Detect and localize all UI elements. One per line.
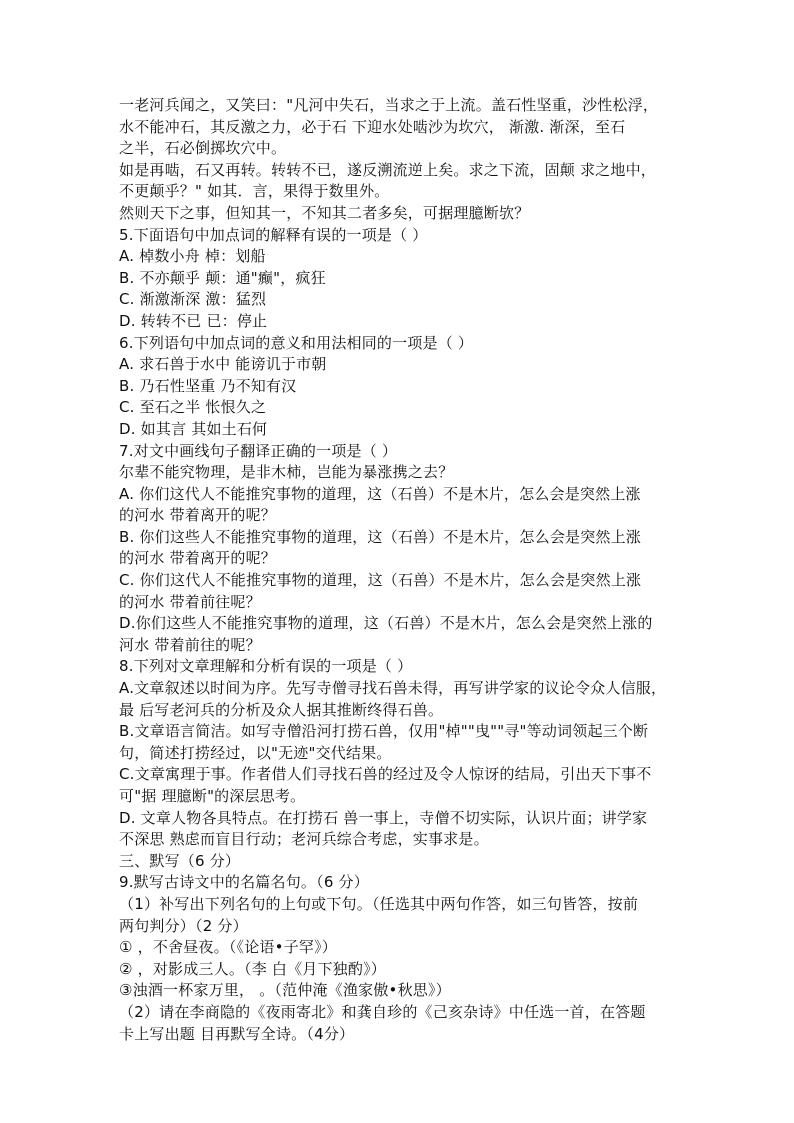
option-line: B. 乃石性坚重 乃不知有汉 [119, 376, 297, 395]
text-line: ① ，不舍昼夜。（《论语•子罕》） [119, 938, 337, 957]
option-line: D. 文章人物各具特点。在打捞石 兽一事上，寺僧不切实际，认识片面；讲学家 [119, 808, 648, 827]
text-line: 之半，石必倒掷坎穴中。 [119, 139, 287, 158]
text-line: 然则天下之事，但知其一，不知其二者多矣，可据理臆断欤？ [119, 203, 530, 222]
option-line: A.文章叙述以时间为序。先写寺僧寻找石兽未得，再写讲学家的议论令众人信服， [119, 679, 667, 698]
text-line: 卡上写出题 目再默写全诗。（4分） [119, 1024, 355, 1043]
text-line: 如是再啮，石又再转。转转不已，遂反溯流逆上矣。求之下流，固颠 求之地中， [119, 160, 656, 179]
option-line: 不深思 熟虑而盲目行动；老河兵综合考虑，实事求是。 [119, 830, 489, 849]
option-line: C. 至石之半 怅恨久之 [119, 398, 267, 417]
option-line: 河水 带着前往的呢？ [119, 635, 261, 654]
option-line: 的河水 带着前往呢？ [119, 592, 261, 611]
question-7-stem: 7.对文中画线句子翻译正确的一项是（ ） [119, 441, 398, 460]
question-9-stem: 9.默写古诗文中的名篇名句。（6 分） [119, 873, 369, 892]
option-line: 最 后写老河兵的分析及众人据其推断终得石兽。 [119, 700, 444, 719]
text-line: ② ，对影成三人。（李 白《月下独酌》） [119, 959, 386, 978]
option-line: A. 棹数小舟 棹：划船 [119, 247, 266, 266]
text-line: （1）补写出下列名句的上句或下句。（任选其中两句作答，如三句皆答，按前 [119, 894, 639, 913]
document-page [119, 95, 679, 1045]
question-5-stem: 5.下面语句中加点词的解释有误的一项是（ ） [119, 225, 428, 244]
option-line: 句，简述打捞经过，以"无迹"交代结果。 [119, 743, 392, 762]
option-line: B. 不亦颠乎 颠：通"癫"，疯狂 [119, 268, 326, 287]
option-line: 的河水 带着离开的呢？ [119, 549, 276, 568]
text-line: ③浊酒一杯家万里， 。（范仲淹《渔家傲•秋思》） [119, 981, 451, 1000]
option-line: B.文章语言简洁。如写寺僧沿河打捞石兽，仅用"棹""曳""寻"等动词领起三个断 [119, 722, 649, 741]
option-line: A. 求石兽于水中 能谤讥于市朝 [119, 355, 327, 374]
text-line: 尔辈不能究物理，是非木柿，岂能为暴涨携之去？ [119, 463, 454, 482]
question-8-stem: 8.下列对文章理解和分析有误的一项是（ ） [119, 657, 413, 676]
option-line: D. 转转不已 已：停止 [119, 311, 268, 330]
text-line: 水不能冲石，其反激之力，必于石 下迎水处啮沙为坎穴， 渐激. 渐深，至石 [119, 117, 626, 136]
option-line: A. 你们这代人不能推究事物的道理，这（石兽）不是木片，怎么会是突然上涨 [119, 484, 641, 503]
section-heading: 三、默写（6 分） [119, 851, 241, 870]
option-line: C.文章寓理于事。作者借人们寻找石兽的经过及令人惊讶的结局，引出天下事不 [119, 765, 652, 784]
text-line: 不更颠乎？" 如其．言，果得于数里外。 [119, 182, 390, 201]
option-line: D.你们这些人不能推究事物的道理，这（石兽）不是木片，怎么会是突然上涨的 [119, 614, 653, 633]
text-line: 一老河兵闻之，又笑曰："凡河中失石，当求之于上流。盖石性坚重，沙性松浮， [119, 96, 659, 114]
option-line: C. 渐激渐深 激：猛烈 [119, 290, 267, 309]
text-line: 两句判分）（2 分） [119, 916, 248, 935]
text-line: （2）请在李商隐的《夜雨寄北》和龚自珍的《己亥杂诗》中任选一首，在答题 [119, 1002, 646, 1021]
option-line: 的河水 带着离开的呢？ [119, 506, 276, 525]
option-line: C. 你们这代人不能推究事物的道理，这（石兽）不是木片，怎么会是突然上涨 [119, 571, 642, 590]
question-6-stem: 6.下列语句中加点词的意义和用法相同的一项是（ ） [119, 333, 474, 352]
option-line: D. 如其言 其如土石何 [119, 419, 268, 438]
option-line: B. 你们这些人不能推究事物的道理，这（石兽）不是木片，怎么会是突然上涨 [119, 527, 642, 546]
option-line: 可"据 理臆断"的深层思考。 [119, 787, 306, 805]
